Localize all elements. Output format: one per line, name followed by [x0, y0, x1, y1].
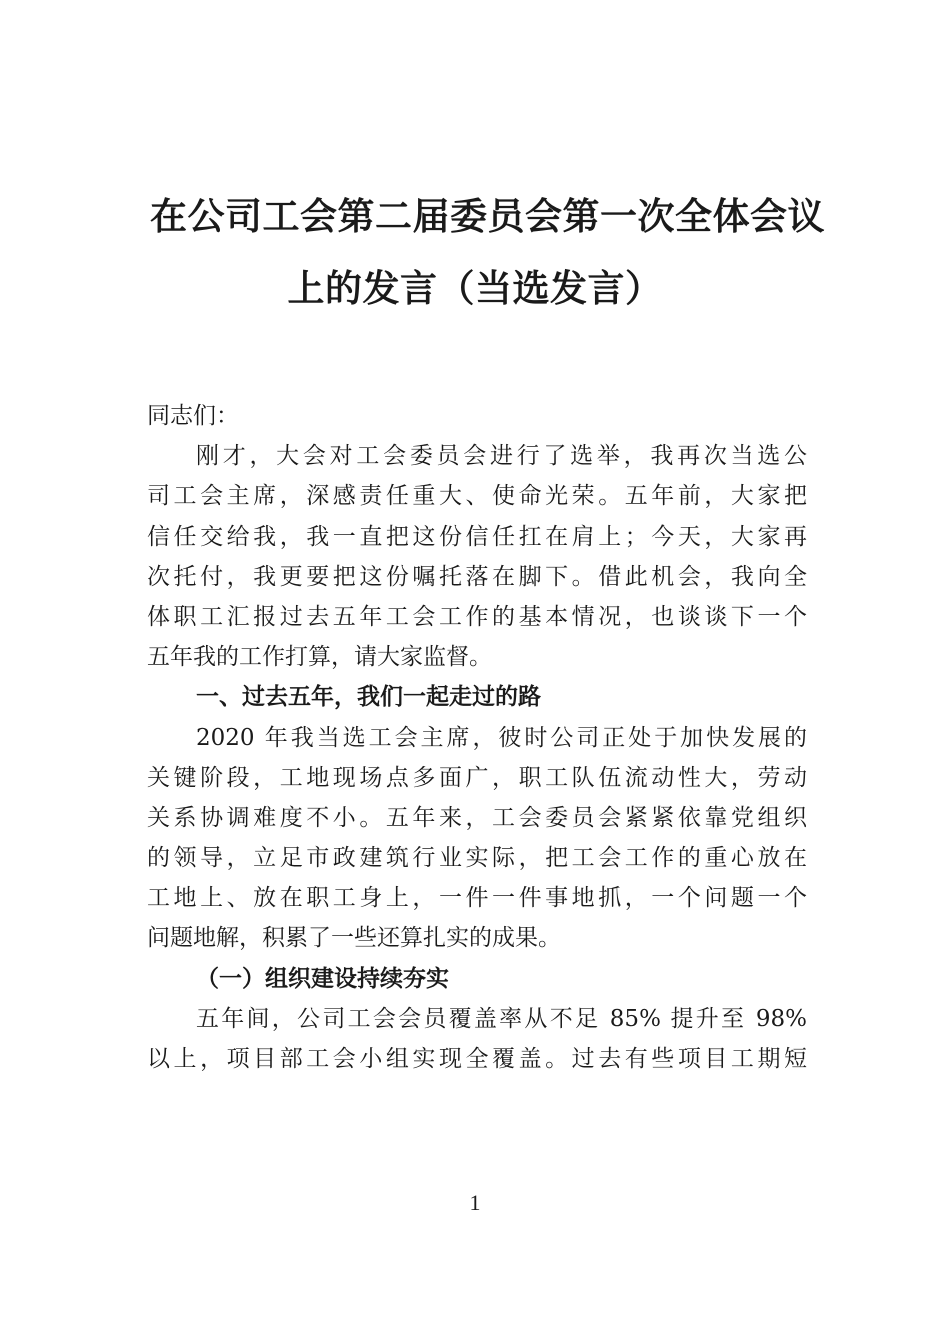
paragraph-1-line-1: 刚才，大会对工会委员会进行了选举，我再次当选公: [196, 443, 807, 470]
paragraph-1-line-6: 五年我的工作打算，请大家监督。: [147, 644, 492, 671]
document-title-line-1: 在公司工会第二届委员会第一次全体会议: [150, 195, 825, 238]
paragraph-3-line-2: 以上，项目部工会小组实现全覆盖。过去有些项目工期短: [147, 1046, 807, 1072]
paragraph-1-line-4: 次托付，我更要把这份嘱托落在脚下。借此机会，我向全: [147, 563, 807, 590]
paragraph-1-line-3: 信任交给我，我一直把这份信任扛在肩上；今天，大家再: [147, 523, 807, 550]
page-number: 1: [469, 1190, 481, 1215]
paragraph-2-line-4: 的领导，立足市政建筑行业实际，把工会工作的重心放在: [147, 845, 807, 872]
subsection-heading-1: （一）组织建设持续夯实: [196, 964, 449, 992]
document-title-line-2: 上的发言（当选发言）: [287, 267, 663, 310]
paragraph-2-line-5: 工地上、放在职工身上，一件一件事地抓，一个问题一个: [147, 885, 807, 912]
paragraph-2-line-1: 2020 年我当选工会主席，彼时公司正处于加快发展的: [196, 724, 807, 751]
paragraph-3-line-1: 五年间，公司工会会员覆盖率从不足 85% 提升至 98%: [196, 1005, 807, 1032]
salutation: 同志们：: [147, 403, 239, 429]
paragraph-1-line-5: 体职工汇报过去五年工会工作的基本情况，也谈谈下一个: [147, 603, 807, 630]
document-body: [147, 396, 807, 1079]
paragraph-2-line-2: 关键阶段，工地现场点多面广，职工队伍流动性大，劳动: [147, 764, 807, 791]
paragraph-1-line-2: 司工会主席，深感责任重大、使命光荣。五年前，大家把: [147, 483, 807, 510]
paragraph-2-line-3: 关系协调难度不小。五年来，工会委员会紧紧依靠党组织: [147, 804, 807, 831]
section-heading-1: 一、过去五年，我们一起走过的路: [196, 684, 541, 711]
paragraph-2-line-6: 问题地解，积累了一些还算扎实的成果。: [147, 925, 561, 952]
